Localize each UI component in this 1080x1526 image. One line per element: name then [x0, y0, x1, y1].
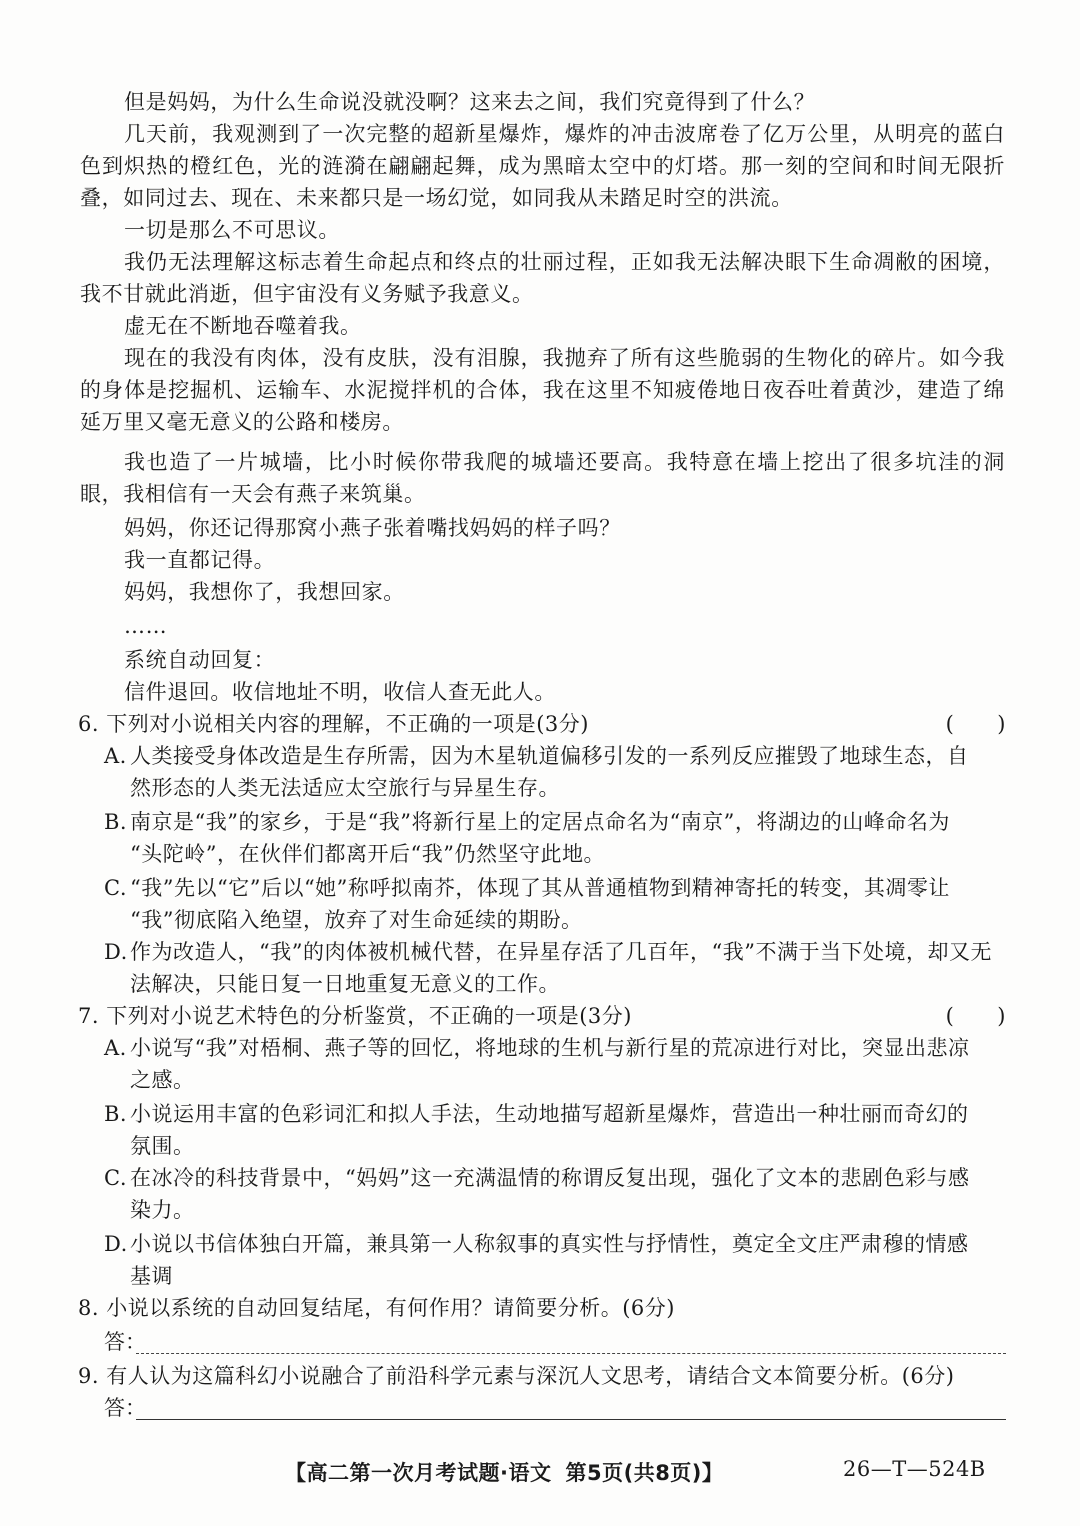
question-6-text: 6. 下列对小说相关内容的理解，不正确的一项是(3分): [78, 712, 589, 736]
passage-paragraph-4: 我仍无法理解这标志着生命起点和终点的壮丽过程，正如我无法解决眼下生命凋敝的困境，我不甘就此消逝，但宇宙没有义务赋予我意义。: [80, 250, 1005, 306]
passage-paragraph-2: 几天前，我观测到了一次完整的超新星爆炸，爆炸的冲击波席卷了亿万公里，从明亮的蓝白色到炽热的橙红色，光的涟漪在翩翩起舞，成为黑暗太空中的灯塔。那一刻的空间和时间无限折叠，如同过去、现在、未来都只是一场幻觉，如同我从未踏足时空的洪流。: [80, 122, 1005, 210]
question-6-option-c: [104, 872, 1006, 936]
option-letter: D.: [104, 940, 128, 964]
answer-label: 答：: [104, 1330, 146, 1354]
question-7-answer-blank[interactable]: ( ): [945, 1004, 1006, 1028]
option-text-line1: 在冰冷的科技背景中，“妈妈”这一充满温情的称谓反复出现，强化了文本的悲剧色彩与感: [130, 1166, 970, 1190]
exam-code: 26—T—524B: [843, 1457, 986, 1481]
passage-system-reply-label: 系统自动回复：: [124, 648, 276, 672]
question-7-option-c: [104, 1162, 1006, 1226]
question-8-answer-area[interactable]: [104, 1326, 1006, 1358]
question-7-option-a: [104, 1032, 1006, 1096]
question-9-stem: [78, 1360, 1006, 1392]
option-letter: C.: [104, 1166, 127, 1190]
question-6-stem: [78, 708, 1006, 740]
answer-line[interactable]: [136, 1353, 1006, 1354]
option-letter: B.: [104, 810, 128, 834]
answer-label: 答：: [104, 1396, 146, 1420]
option-text-line1: 小说运用丰富的色彩词汇和拟人手法，生动地描写超新星爆炸，营造出一种壮丽而奇幻的: [130, 1102, 969, 1126]
question-8-text: 8. 小说以系统的自动回复结尾，有何作用？请简要分析。(6分): [78, 1296, 675, 1320]
option-text-line1: 小说以书信体独白开篇，兼具第一人称叙事的真实性与抒情性，奠定全文庄严肃穆的情感: [130, 1232, 969, 1256]
question-6-option-b: [104, 806, 1006, 870]
question-9-answer-area[interactable]: [104, 1392, 1006, 1424]
option-text-line1: 人类接受身体改造是生存所需，因为木星轨道偏移引发的一系列反应摧毁了地球生态，自: [130, 744, 969, 768]
option-text-line2: 染力。: [130, 1198, 195, 1222]
option-letter: A.: [104, 1036, 127, 1060]
option-letter: B.: [104, 1102, 128, 1126]
footer-title: 【高二第一次月考试题·语文: [285, 1461, 552, 1485]
passage-paragraph-8: 妈妈，你还记得那窝小燕子张着嘴找妈妈的样子吗？: [124, 516, 621, 540]
passage-paragraph-5: 虚无在不断地吞噬着我。: [124, 314, 362, 338]
option-text-line2: 然形态的人类无法适应太空旅行与异星生存。: [130, 776, 560, 800]
option-letter: A.: [104, 744, 127, 768]
option-text-line1: “我”先以“它”后以“她”称呼拟南芥，体现了其从普通植物到精神寄托的转变，其凋零让: [130, 876, 950, 900]
option-text-line2: “我”彻底陷入绝望，放弃了对生命延续的期盼。: [130, 908, 583, 932]
option-text-line2: “头陀岭”，在伙伴们都离开后“我”仍然坚守此地。: [130, 842, 605, 866]
option-letter: C.: [104, 876, 127, 900]
question-7-option-d: [104, 1228, 1006, 1292]
question-7-option-b: [104, 1098, 1006, 1162]
option-text-line2: 之感。: [130, 1068, 195, 1092]
footer-page-number: 第5页(共8页)】: [565, 1461, 724, 1485]
option-text-line2: 基调: [130, 1264, 173, 1288]
option-text-line2: 法解决，只能日复一日地重复无意义的工作。: [130, 972, 560, 996]
passage-paragraph-7: 我也造了一片城墙，比小时候你带我爬的城墙还要高。我特意在墙上挖出了很多坑洼的洞眼，我相信有一天会有燕子来筑巢。: [80, 450, 1005, 506]
answer-line[interactable]: [136, 1419, 1006, 1420]
question-8-stem: [78, 1292, 1006, 1324]
passage-paragraph-10: 妈妈，我想你了，我想回家。: [124, 580, 405, 604]
option-text-line1: 小说写“我”对梧桐、燕子等的回忆，将地球的生机与新行星的荒凉进行对比，突显出悲凉: [130, 1036, 970, 1060]
question-6-option-a: [104, 740, 1006, 804]
passage-paragraph-6: 现在的我没有肉体，没有皮肤，没有泪腺，我抛弃了所有这些脆弱的生物化的碎片。如今我的身体是挖掘机、运输车、水泥搅拌机的合体，我在这里不知疲倦地日夜吞吐着黄沙，建造了绵延万里又毫无意义的公路和楼房。: [80, 346, 1005, 434]
passage-ellipsis: ……: [124, 614, 168, 638]
option-text-line1: 作为改造人，“我”的肉体被机械代替，在异星存活了几百年，“我”不满于当下处境，却又无: [130, 940, 992, 964]
page-footer: [285, 1457, 723, 1487]
question-6-answer-blank[interactable]: ( ): [945, 712, 1006, 736]
option-text-line2: 氛围。: [130, 1134, 195, 1158]
option-letter: D.: [104, 1232, 128, 1256]
question-6-option-d: [104, 936, 1006, 1000]
passage-paragraph-1: 但是妈妈，为什么生命说没就没啊？这来去之间，我们究竟得到了什么？: [124, 90, 816, 114]
option-text-line1: 南京是“我”的家乡，于是“我”将新行星上的定居点命名为“南京”，将湖边的山峰命名为: [130, 810, 950, 834]
question-7-stem: [78, 1000, 1006, 1032]
passage-paragraph-3: 一切是那么不可思议。: [124, 218, 340, 242]
passage-paragraph-9: 我一直都记得。: [124, 548, 276, 572]
question-9-text: 9. 有人认为这篇科幻小说融合了前沿科学元素与深沉人文思考，请结合文本简要分析。(6分): [78, 1364, 955, 1388]
question-7-text: 7. 下列对小说艺术特色的分析鉴赏，不正确的一项是(3分): [78, 1004, 632, 1028]
passage-system-reply: 信件退回。收信地址不明，收信人查无此人。: [124, 680, 556, 704]
